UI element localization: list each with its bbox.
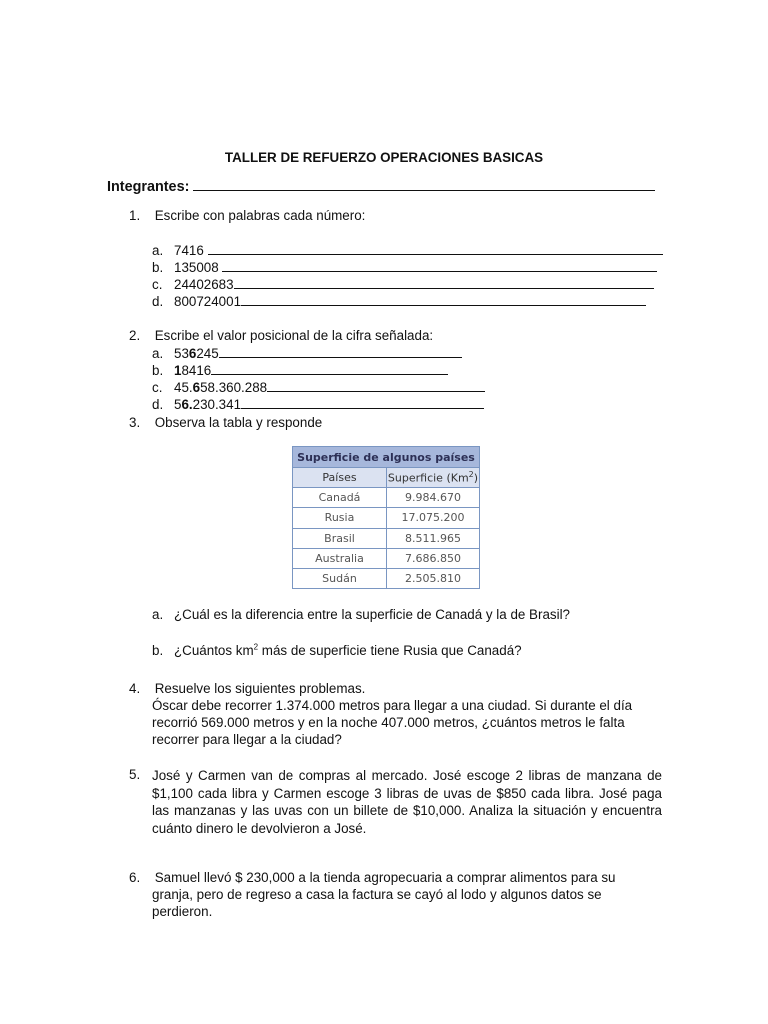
q4-line-2: Óscar debe recorrer 1.374.000 metros para llegar a una ciudad. Si durante el día bbox=[152, 698, 633, 713]
question-text: Resuelve los siguientes problemas. bbox=[154, 681, 366, 696]
question-4 bbox=[129, 681, 365, 696]
item-value: 800724001 bbox=[174, 294, 242, 309]
item-letter: b. bbox=[152, 643, 164, 659]
q2-item-d bbox=[152, 396, 484, 412]
marked-digit: 1 bbox=[174, 363, 182, 378]
item-letter: b. bbox=[152, 363, 164, 378]
question-number: 3. bbox=[129, 415, 141, 430]
q1-item-b bbox=[152, 259, 657, 275]
country-cell: Canadá bbox=[293, 488, 387, 508]
q4-line-3: recorrió 569.000 metros y en la noche 407.000 metros, ¿cuántos metros le falta bbox=[152, 715, 625, 730]
q2-item-c bbox=[152, 379, 485, 395]
item-text: ¿Cuál es la diferencia entre la superficie de Canadá y la de Brasil? bbox=[174, 607, 570, 622]
area-cell: 2.505.810 bbox=[387, 568, 480, 588]
question-number: 1. bbox=[129, 208, 141, 223]
digits-before: 53 bbox=[174, 346, 189, 361]
table-row bbox=[293, 488, 480, 508]
area-cell: 17.075.200 bbox=[387, 508, 480, 528]
digits-after: 230.341 bbox=[192, 397, 242, 412]
answer-blank bbox=[234, 276, 654, 289]
question-number: 2. bbox=[129, 328, 141, 343]
marked-digit: 6. bbox=[181, 397, 193, 412]
question-text: Escribe con palabras cada número: bbox=[154, 208, 366, 223]
q6-line-2: granja, pero de regreso a casa la factura se cayó al lodo y algunos datos se bbox=[152, 887, 602, 902]
item-letter: c. bbox=[152, 277, 163, 292]
q4-line-4: recorrer para llegar a la ciudad? bbox=[152, 732, 342, 747]
item-letter: b. bbox=[152, 260, 164, 275]
q1-item-c bbox=[152, 276, 654, 292]
question-6 bbox=[129, 870, 616, 885]
table-row bbox=[293, 508, 480, 528]
question-1 bbox=[129, 208, 365, 223]
country-cell: Brasil bbox=[293, 528, 387, 548]
table-row bbox=[293, 528, 480, 548]
item-letter: a. bbox=[152, 243, 164, 258]
answer-blank bbox=[241, 396, 484, 409]
question-text: Samuel llevó $ 230,000 a la tienda agropecuaria a comprar alimentos para su bbox=[154, 870, 616, 885]
q6-line-3: perdieron. bbox=[152, 904, 213, 919]
integrantes-label: Integrantes: bbox=[107, 179, 190, 195]
table-header-area: Superficie (Km$^2$) bbox=[387, 468, 480, 488]
answer-blank bbox=[219, 345, 462, 358]
question-text: Observa la tabla y responde bbox=[154, 415, 323, 430]
q1-item-a bbox=[152, 242, 663, 258]
marked-digit: 6 bbox=[188, 346, 197, 361]
q2-item-a bbox=[152, 345, 462, 361]
item-letter: a. bbox=[152, 346, 164, 361]
question-3 bbox=[129, 415, 322, 430]
table-row bbox=[293, 548, 480, 568]
question-2 bbox=[129, 328, 433, 343]
q2-item-b bbox=[152, 362, 448, 378]
q3-item-a bbox=[152, 607, 570, 622]
answer-blank bbox=[211, 362, 448, 375]
country-cell: Sudán bbox=[293, 568, 387, 588]
question-5-number: 5. bbox=[129, 767, 141, 782]
item-letter: d. bbox=[152, 294, 164, 309]
question-number: 6. bbox=[129, 870, 141, 885]
answer-blank bbox=[267, 379, 485, 392]
item-letter: d. bbox=[152, 397, 164, 412]
digits-after: 58.360.288 bbox=[200, 380, 268, 395]
digits-before: 45. bbox=[174, 380, 193, 395]
question-number: 4. bbox=[129, 681, 141, 696]
table-row bbox=[293, 568, 480, 588]
digits-after: 8416 bbox=[181, 363, 212, 378]
q1-item-d bbox=[152, 293, 646, 309]
area-cell: 9.984.670 bbox=[387, 488, 480, 508]
area-cell: 8.511.965 bbox=[387, 528, 480, 548]
answer-blank bbox=[208, 242, 663, 255]
marked-digit: 6 bbox=[192, 380, 201, 395]
item-value: 135008 bbox=[174, 260, 219, 275]
answer-blank bbox=[222, 259, 657, 272]
item-letter: a. bbox=[152, 607, 164, 622]
surface-table bbox=[292, 446, 480, 589]
item-letter: c. bbox=[152, 380, 163, 395]
integrantes-blank bbox=[193, 178, 655, 191]
digits-after: 245 bbox=[196, 346, 219, 361]
question-text: Escribe el valor posicional de la cifra señalada: bbox=[154, 328, 434, 343]
table-caption: Superficie de algunos países bbox=[293, 447, 480, 468]
item-text: ¿Cuántos $km^2$ más de superficie tiene Rusia que Canadá? bbox=[174, 643, 522, 659]
area-cell: 7.686.850 bbox=[387, 548, 480, 568]
table-header-country: Países bbox=[293, 468, 387, 488]
q3-item-b bbox=[152, 643, 522, 658]
integrantes-row bbox=[107, 178, 655, 195]
country-cell: Australia bbox=[293, 548, 387, 568]
item-value: 24402683 bbox=[174, 277, 234, 292]
country-cell: Rusia bbox=[293, 508, 387, 528]
item-value: 7416 bbox=[174, 243, 204, 258]
question-5-text: José y Carmen van de compras al mercado. José escoge 2 libras de manzana de $1,100 cada libra y Carmen escoge 3 libras de uvas de $850 cada libra. José paga las manzanas y las uvas con un billete de $10,000. Analiza la situación y encuentra cuánto dinero le devolvieron a José. bbox=[152, 768, 662, 836]
answer-blank bbox=[241, 293, 646, 306]
digits-before: 5 bbox=[174, 397, 182, 412]
page-title: TALLER DE REFUERZO OPERACIONES BASICAS bbox=[224, 150, 544, 165]
